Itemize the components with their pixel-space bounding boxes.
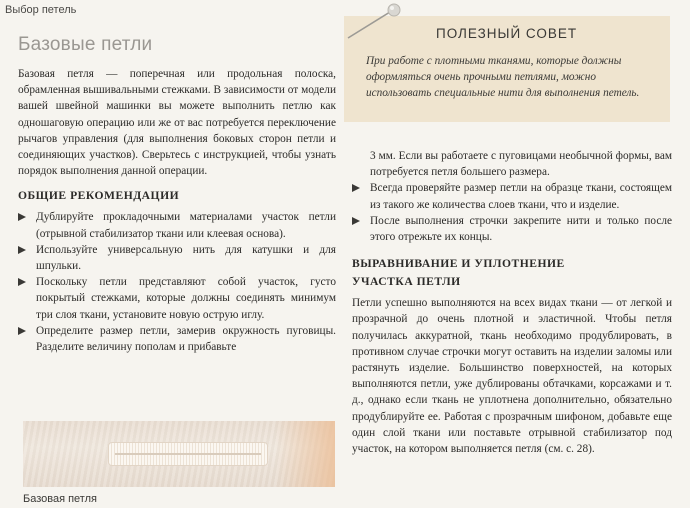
list-item: [352, 213, 672, 245]
bullet-arrow-icon: [18, 246, 26, 254]
list-item: [18, 242, 336, 274]
intro-paragraph: Базовая петля — поперечная или продольная полоска, обрамленная вышивальными стежками. В зависимости от модели вашей швейной машинки вы можете выполнить петлю как одношаговую операцию или же от вас потребуется переключение рычагов управления (для выполнения боковых сторон петли и соединяющих участков). Сверьтесь с инструкцией, чтобы узнать порядок выполнения данной операции.: [18, 68, 336, 178]
general-list: [18, 209, 336, 355]
photo-caption: Базовая петля: [23, 493, 97, 505]
bullet-arrow-icon: [18, 327, 26, 335]
list-item-text: Дублируйте прокладочными материалами участок петли (отрывной стабилизатор ткани или клеевая основа).: [36, 211, 336, 240]
buttonhole-stitching: [109, 443, 267, 465]
right-column: [352, 148, 672, 457]
list-item-text: Определите размер петли, замерив окружность пуговицы. Разделите величину пополам и прибавьте: [36, 324, 336, 354]
list-item: [18, 274, 336, 323]
general-heading: ОБЩИЕ РЕКОМЕНДАЦИИ: [18, 189, 180, 203]
align-heading-line2: УЧАСТКА ПЕТЛИ: [352, 275, 461, 289]
buttonhole-photo: [23, 421, 335, 487]
right-list: [352, 180, 672, 245]
list-item-text: Используйте универсальную нить для катушки и для шпульки.: [36, 243, 336, 273]
bullet-arrow-icon: [18, 213, 26, 221]
section-header: Выбор петель: [5, 4, 77, 16]
list-item: [18, 323, 336, 355]
left-column: [18, 34, 336, 355]
continuation-paragraph: 3 мм. Если вы работаете с пуговицами необычной формы, вам потребуется петля большего размера.: [370, 150, 672, 179]
align-heading-line1: ВЫРАВНИВАНИЕ И УПЛОТНЕНИЕ: [352, 257, 565, 271]
list-item: [18, 209, 336, 241]
bullet-arrow-icon: [352, 217, 360, 225]
tip-title: ПОЛЕЗНЫЙ СОВЕТ: [436, 26, 578, 41]
list-item-text: Поскольку петли представляют собой участок, густо покрытый стежками, которые должны соединять минимум три слоя ткани, установите новую острую иглу.: [36, 276, 336, 321]
align-paragraph: Петли успешно выполняются на всех видах ткани — от легкой и прозрачной до очень плотной и эластичной. Чтобы петля получилась аккуратной, ткань необходимо продублировать, в противном случае строчки могут оставить на изделии заломы или растянуть изделие. Большинство поверхностей, на которых выполняются петли, уже дублированы обтачками, корсажами и т. д., однако если ткань не уплотнена дополнительно, обязательно продублируйте ее. Работая с прозрачным шифоном, добавьте еще один слой ткани или поставьте отрывной стабилизатор под участок, на котором выполняется петля (см. с. 28).: [352, 297, 672, 456]
page-title: Базовые петли: [18, 34, 153, 55]
tip-text: При работе с плотными тканями, которые должны оформляться очень прочными петлями, можно использовать специальные нити для выполнения петель.: [366, 55, 640, 100]
list-item: [352, 180, 672, 212]
list-item-text: После выполнения строчки закрепите нити и только после этого отрежьте их концы.: [370, 214, 672, 244]
bullet-arrow-icon: [352, 184, 360, 192]
pin-icon: [338, 2, 408, 42]
align-heading: [352, 255, 672, 291]
bullet-arrow-icon: [18, 278, 26, 286]
list-item-text: Всегда проверяйте размер петли на образце ткани, состоящем из такого же количества слоев ткани, что и изделие.: [370, 182, 672, 211]
